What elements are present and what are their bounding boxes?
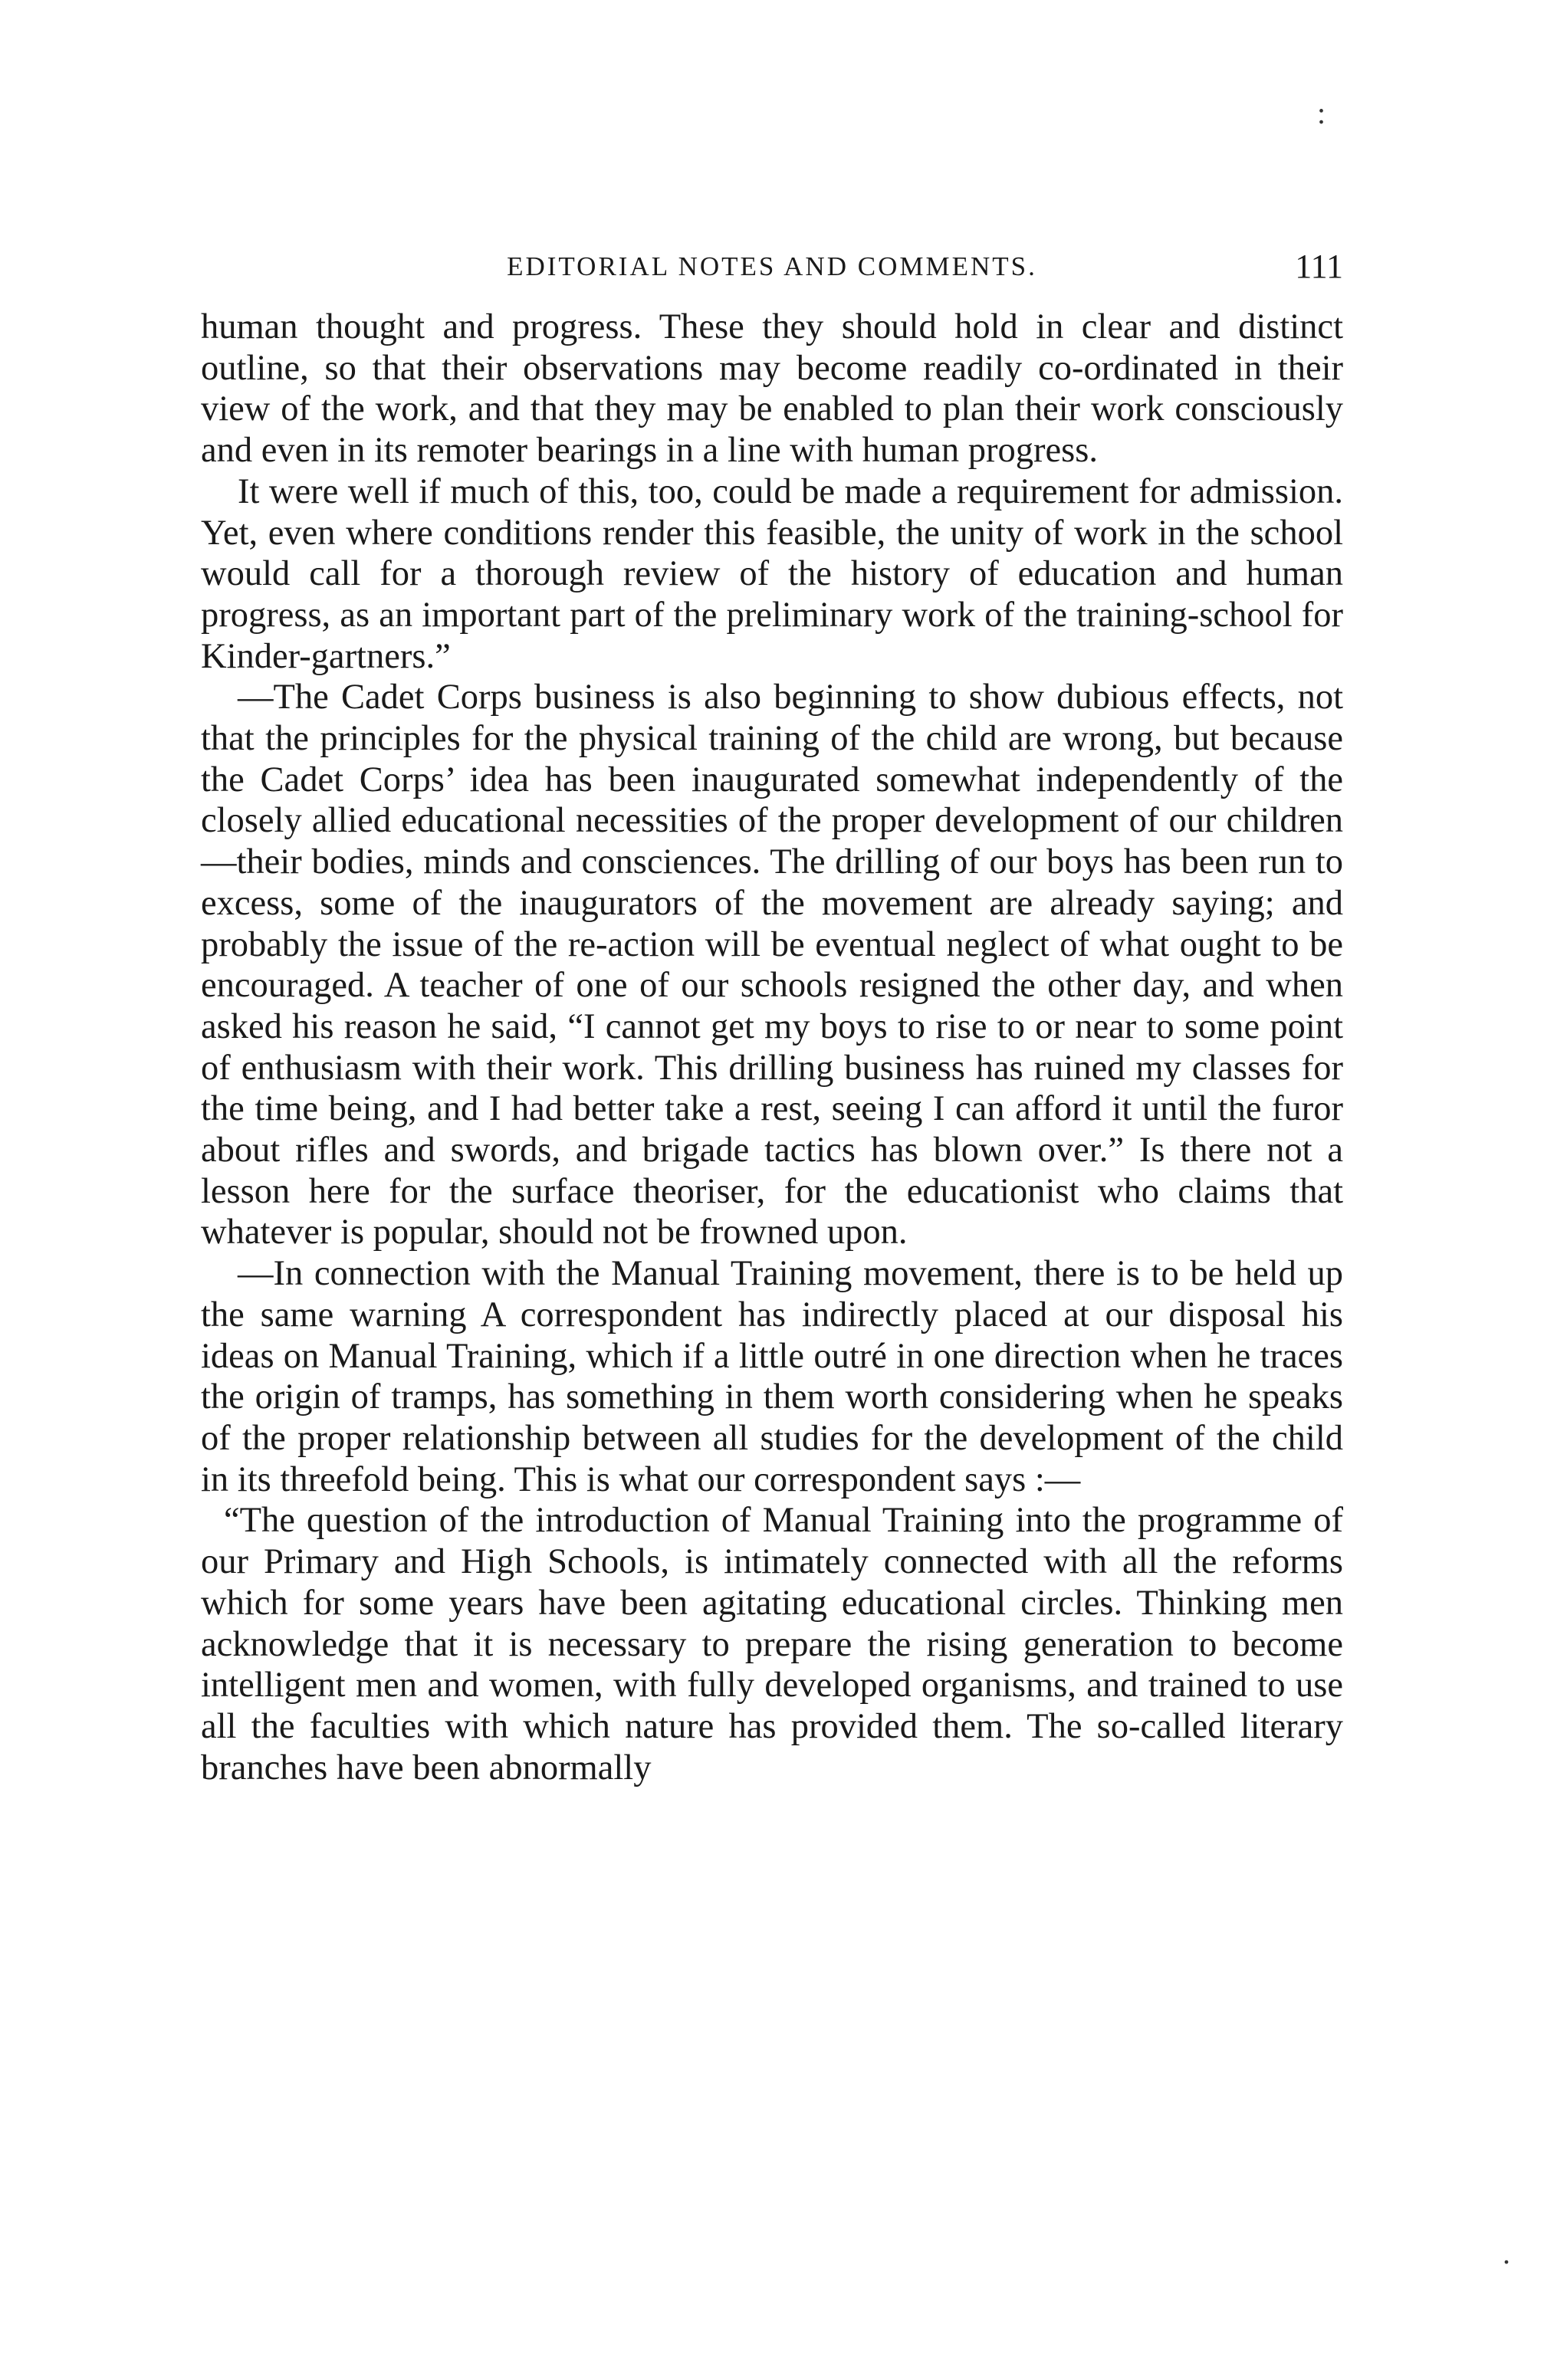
paragraph-admission: It were well if much of this, too, could be made a requirement for admission. Yet, even where conditions render this feasible, the unity of work in the school would call for a thorough review of the history of education and human progress, as an important part of the preliminary work of the training-school for Kinder-gartners.” [201,471,1343,676]
paragraph-manual-training: —In connection with the Manual Training movement, there is to be held up the same warning A correspondent has indirectly placed at our disposal his ideas on Manual Training, which if a little outré in one direction when he traces the origin of tramps, has something in them worth considering when he speaks of the proper relationship between all studies for the development of the child in its threefold being. This is what our correspondent says :— [201,1254,1343,1499]
paragraph-cadet-corps: —The Cadet Corps business is also beginning to show dubious effects, not that the principles for the physical training of the child are wrong, but because the Cadet Corps’ idea has been inaugurated somewhat independently of the closely allied educational necessities of the proper development of our children —their bodies, minds and consciences. The drilling of our boys has been run to excess, some of the inaugurators of the movement are already saying; and probably the issue of the re-action will be eventual neglect of what ought to be encouraged. A teacher of one of our schools resigned the other day, and when asked his reason he said, “I cannot get my boys to rise to or near to some point of enthusiasm with their work. This drilling business has ruined my classes for the time being, and I had better take a rest, seeing I can afford it until the furor about rifles and swords, and brigade tactics has blown over.” Is there not a lesson here for the surface theoriser, for the educationist who claims that whatever is popular, should not be frowned upon. [201,678,1343,1252]
running-head: EDITORIAL NOTES AND COMMENTS. [507,251,1037,281]
stray-mark-top: : [1317,96,1326,130]
paragraph-continuation: human thought and progress. These they should hold in clear and distinct outline, so that their observations may become readily co-ordinated in their view of the work, and that they may be enabled to plan their work consciously and even in its remoter bearings in a line with human progress. [201,307,1343,471]
body-text [201,307,1343,1788]
page-header [201,244,1343,290]
page-number: 111 [1295,248,1343,285]
paragraph-quotation: “The question of the introduction of Manual Training into the programme of our Primary and High Schools, is intimately connected with all the reforms which for some years have been agitating educational circles. Thinking men acknowledge that it is necessary to prepare the rising generation to become intelligent men and women, with fully developed organisms, and trained to use all the faculties with which nature has provided them. The so-called literary branches have been abnormally [201,1501,1343,1787]
stray-mark-bottom: . [1503,2236,1510,2270]
